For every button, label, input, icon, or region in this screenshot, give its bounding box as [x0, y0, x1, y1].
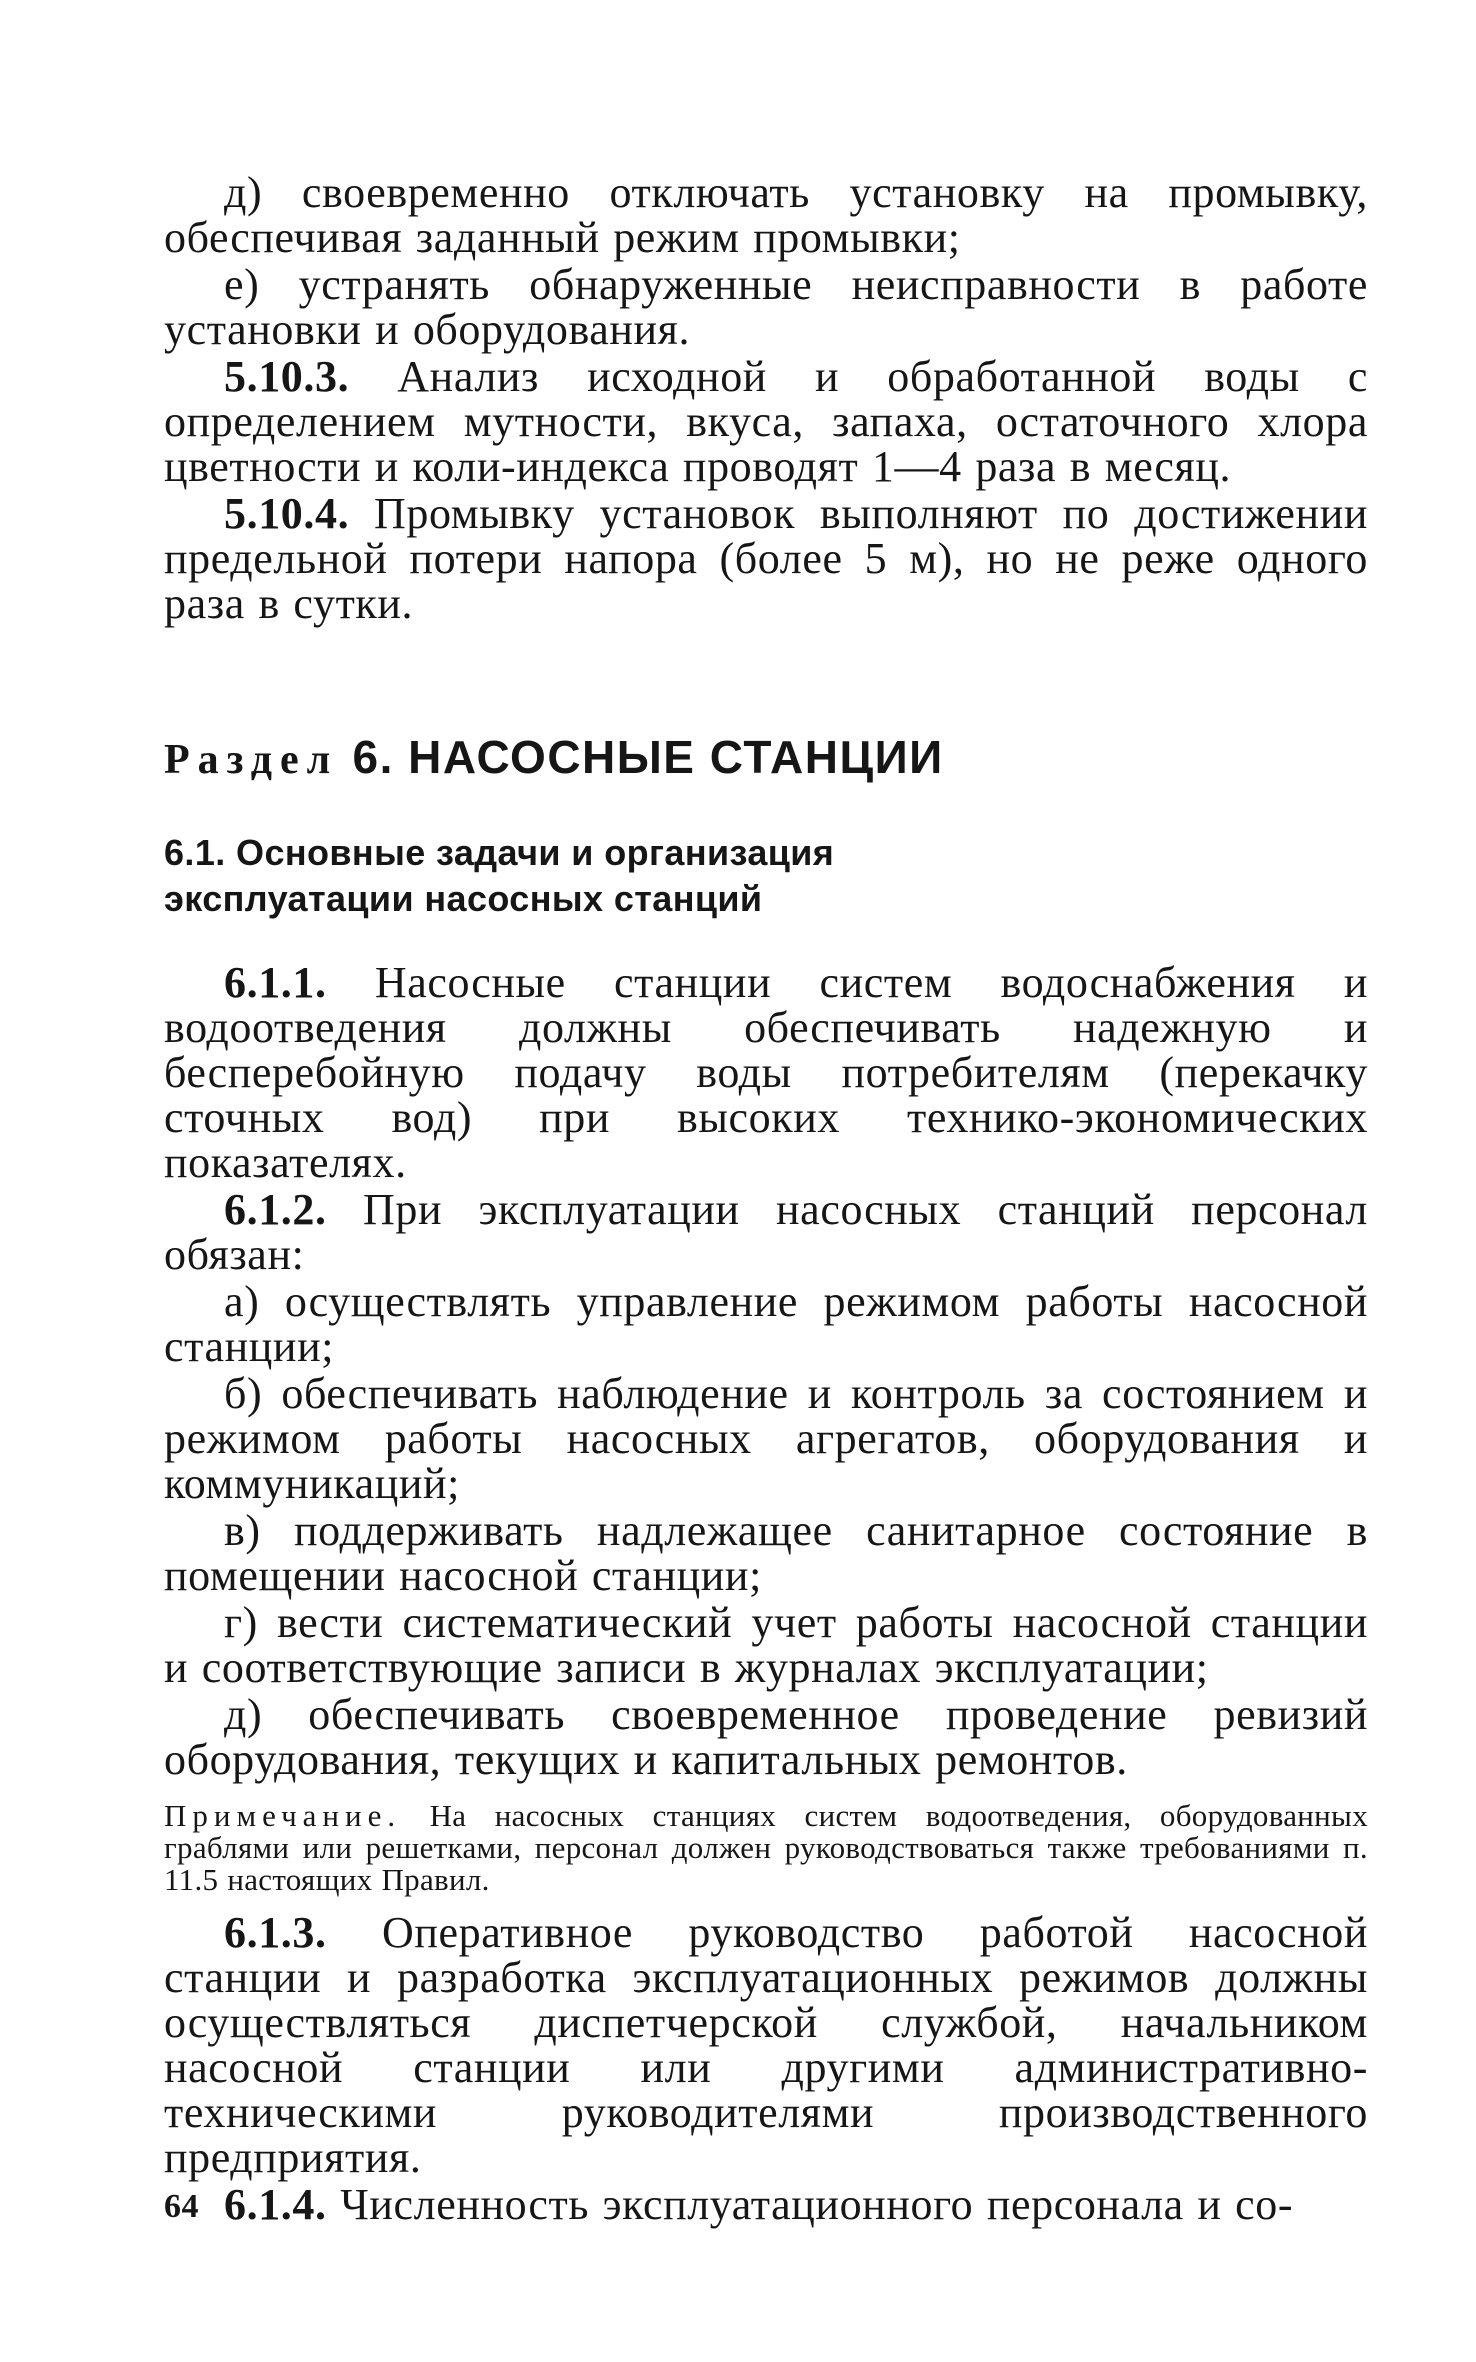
clause-number: 5.10.3. — [224, 352, 350, 401]
list-item-g: г) вести систематический учет работы насосной станции и соответствующие записи в журналах эксплуатации; — [164, 1598, 1368, 1692]
section-number: 6. — [352, 731, 394, 783]
clause-number: 6.1.4. — [224, 2180, 327, 2229]
clause-number: 6.1.3. — [224, 1908, 327, 1957]
note-label: Примечание. — [164, 1798, 402, 1833]
paragraph-6-1-3: 6.1.3. Оперативное руководство работой насосной станции и разработка эксплуатационных режимов должны осуществляться диспетчерской службой, начальником насосной станции или другими административно-техническими руководителями производственного предприятия. — [164, 1908, 1368, 2182]
list-item-b: б) обеспечивать наблюдение и контроль за состоянием и режимом работы насосных агрегатов, оборудования и коммуникаций; — [164, 1369, 1368, 1508]
paragraph-6-1-4: 6.1.4. Численность эксплуатационного персонала и со- — [224, 2180, 1294, 2229]
list-item-a: а) осуществлять управление режимом работы насосной станции; — [164, 1277, 1368, 1371]
paragraph-6-1-2: 6.1.2. При эксплуатации насосных станций персонал обязан: — [164, 1185, 1368, 1279]
paragraph-d: д) своевременно отключать установку на промывку, обеспечивая заданный режим промывки; — [164, 168, 1368, 262]
subsection-line-1: 6.1. Основные задачи и организация — [164, 832, 835, 873]
section-title-text: НАСОСНЫЕ СТАНЦИИ — [408, 731, 944, 783]
list-item-v: в) поддерживать надлежащее санитарное состояние в помещении насосной станции; — [164, 1506, 1368, 1600]
list-item-d: д) обеспечивать своевременное проведение ревизий оборудования, текущих и капитальных ремонтов. — [164, 1690, 1368, 1784]
note-text: На насосных станциях систем водоотведения, оборудованных граблями или решетками, персонал должен руководствоваться также требованиями п. 11.5 настоящих Правил. — [164, 1798, 1368, 1897]
page-number: 64 — [164, 2188, 199, 2225]
clause-number: 5.10.4. — [224, 489, 350, 538]
paragraph-e: е) устранять обнаруженные неисправности в работе установки и оборудования. — [164, 260, 1368, 354]
section-heading — [164, 731, 1368, 786]
section-prefix: Раздел — [164, 737, 339, 783]
paragraph-5-10-4: 5.10.4. Промывку установок выполняют по достижении предельной потери напора (более 5 м), но не реже одного раза в сутки. — [164, 489, 1368, 628]
clause-number: 6.1.2. — [224, 1185, 327, 1234]
document-page — [164, 170, 1368, 2229]
paragraph-6-1-1: 6.1.1. Насосные станции систем водоснабжения и водоотведения должны обеспечивать надежную и бесперебойную подачу воды потребителям (перекачку сточных вод) при высоких технико-экономических показателях. — [164, 958, 1368, 1187]
clause-number: 6.1.1. — [224, 958, 327, 1007]
paragraph-5-10-3: 5.10.3. Анализ исходной и обработанной воды с определением мутности, вкуса, запаха, остаточного хлора цветности и коли-индекса проводят 1—4 раза в месяц. — [164, 352, 1368, 491]
subsection-heading — [164, 830, 1368, 922]
subsection-line-2: эксплуатации насосных станций — [164, 878, 763, 919]
note — [164, 1800, 1368, 1896]
